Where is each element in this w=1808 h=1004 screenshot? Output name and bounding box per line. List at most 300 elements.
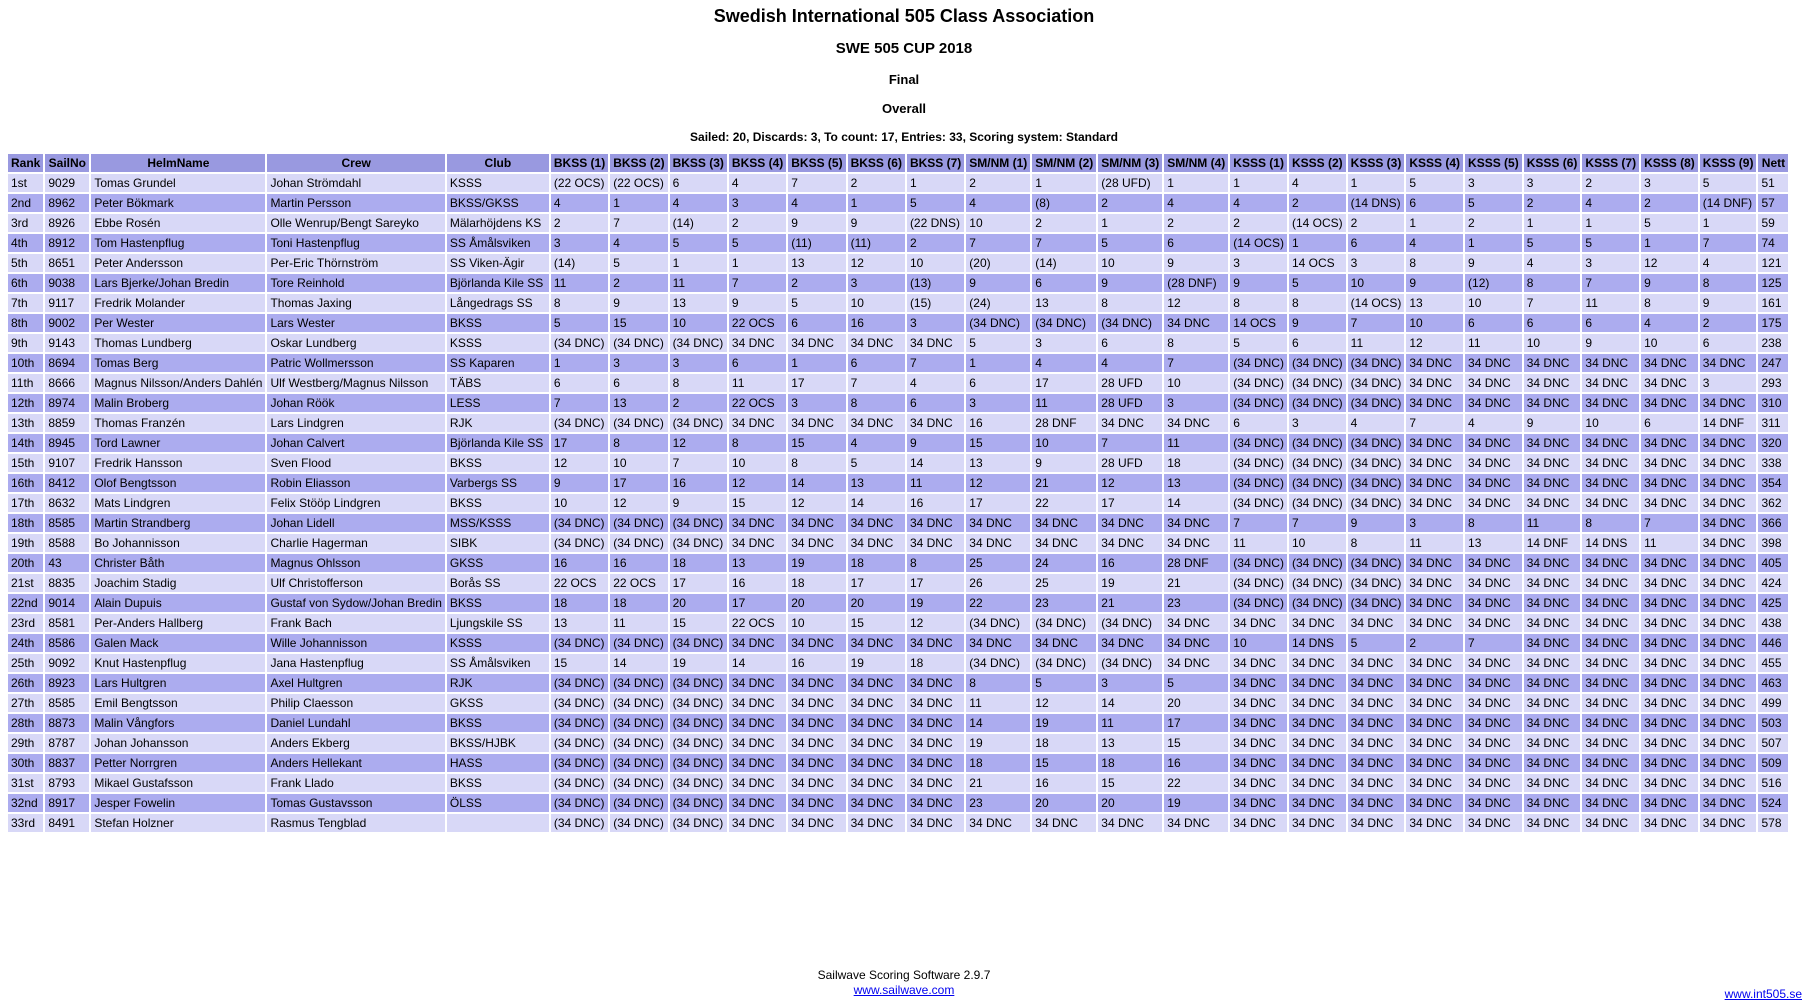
column-header: BKSS (7) xyxy=(907,154,964,172)
table-cell: 34 DNC xyxy=(1700,594,1757,612)
table-cell: 14 DNF xyxy=(1524,534,1581,552)
table-row xyxy=(8,394,1788,412)
table-cell: 11 xyxy=(1582,294,1639,312)
table-cell: 34 DNC xyxy=(1289,814,1346,832)
table-cell: 8962 xyxy=(45,194,89,212)
table-cell: 34 DNC xyxy=(1032,514,1096,532)
table-cell: 1 xyxy=(610,194,667,212)
table-cell: (34 DNC) xyxy=(1289,554,1346,572)
sailwave-link[interactable]: www.sailwave.com xyxy=(853,983,955,997)
table-cell: (22 DNS) xyxy=(907,214,964,232)
table-cell: 26 xyxy=(966,574,1030,592)
table-cell: 6 xyxy=(610,374,667,392)
table-cell: Anders Ekberg xyxy=(267,734,444,752)
table-row xyxy=(8,774,1788,792)
table-cell: Peter Andersson xyxy=(91,254,265,272)
table-cell: (34 DNC) xyxy=(1289,354,1346,372)
table-cell: (34 DNC) xyxy=(670,414,727,432)
table-cell: 34 DNC xyxy=(848,694,905,712)
table-cell: 34 DNC xyxy=(1582,694,1639,712)
table-cell: 34 DNC xyxy=(1641,374,1698,392)
table-cell: 34 DNC xyxy=(1406,554,1463,572)
table-cell: 23 xyxy=(1164,594,1228,612)
table-cell: 8585 xyxy=(45,694,89,712)
table-cell: 34 DNC xyxy=(1348,694,1405,712)
table-cell: Magnus Nilsson/Anders Dahlén xyxy=(91,374,265,392)
table-cell: 3 xyxy=(1582,254,1639,272)
table-cell: 8 xyxy=(551,294,608,312)
table-cell: 34 DNC xyxy=(848,414,905,432)
table-cell: 11 xyxy=(1348,334,1405,352)
table-cell: 17 xyxy=(907,574,964,592)
table-cell: 5 xyxy=(1465,194,1522,212)
table-cell: 34 DNC xyxy=(788,754,845,772)
table-cell: (14 OCS) xyxy=(1348,294,1405,312)
table-cell: Tom Hastenpflug xyxy=(91,234,265,252)
table-cell: 1 xyxy=(1230,174,1287,192)
table-cell: 14 xyxy=(907,454,964,472)
column-header: KSSS (5) xyxy=(1465,154,1522,172)
table-cell: Wille Johannisson xyxy=(267,634,444,652)
table-cell: SS Åmålsviken xyxy=(447,234,549,252)
table-cell: 34 DNC xyxy=(1289,614,1346,632)
table-cell: Axel Hultgren xyxy=(267,674,444,692)
table-cell: 19 xyxy=(1164,794,1228,812)
table-cell: Tomas Berg xyxy=(91,354,265,372)
table-cell: Per-Anders Hallberg xyxy=(91,614,265,632)
table-cell: 14 OCS xyxy=(1230,314,1287,332)
table-row xyxy=(8,674,1788,692)
table-cell: 18 xyxy=(848,554,905,572)
table-cell: (28 DNF) xyxy=(1164,274,1228,292)
table-cell: 34 DNC xyxy=(1641,734,1698,752)
table-cell: 28 DNF xyxy=(1032,414,1096,432)
table-cell: 6 xyxy=(1230,414,1287,432)
table-cell: Frank Bach xyxy=(267,614,444,632)
table-cell: 18 xyxy=(1032,734,1096,752)
table-cell: 9038 xyxy=(45,274,89,292)
table-cell: Mikael Gustafsson xyxy=(91,774,265,792)
table-cell: (34 DNC) xyxy=(670,694,727,712)
table-cell: 8 xyxy=(1700,274,1757,292)
table-cell: 2 xyxy=(788,274,845,292)
column-header: KSSS (2) xyxy=(1289,154,1346,172)
table-cell: 34 DNC xyxy=(1524,634,1581,652)
table-cell: 34 DNC xyxy=(1289,774,1346,792)
table-cell: 16 xyxy=(670,474,727,492)
table-cell: ÖLSS xyxy=(447,794,549,812)
table-cell: 1 xyxy=(1465,234,1522,252)
table-cell: 34 DNC xyxy=(1582,454,1639,472)
table-cell: 13th xyxy=(8,414,43,432)
table-cell: 1 xyxy=(1164,174,1228,192)
table-cell: 6 xyxy=(729,354,786,372)
table-cell: 34 DNC xyxy=(1465,494,1522,512)
table-cell: 4 xyxy=(729,174,786,192)
table-cell: 4 xyxy=(1700,254,1757,272)
table-cell: 34 DNC xyxy=(1582,594,1639,612)
table-cell: 7 xyxy=(1524,294,1581,312)
table-cell: 6 xyxy=(1098,334,1162,352)
table-cell: 8837 xyxy=(45,754,89,772)
table-cell: BKSS xyxy=(447,454,549,472)
table-cell: 18 xyxy=(551,594,608,612)
table-cell: 34 DNC xyxy=(1406,814,1463,832)
table-cell xyxy=(447,814,549,832)
table-cell: 34 DNC xyxy=(1230,614,1287,632)
table-cell: 7 xyxy=(1406,414,1463,432)
table-cell: Thomas Franzén xyxy=(91,414,265,432)
table-cell: 8 xyxy=(1348,534,1405,552)
table-cell: 8859 xyxy=(45,414,89,432)
table-cell: 34 DNC xyxy=(1230,654,1287,672)
table-cell: 34 DNC xyxy=(848,334,905,352)
table-cell: Patric Wollmersson xyxy=(267,354,444,372)
table-cell: (34 DNC) xyxy=(1289,474,1346,492)
table-cell: 4 xyxy=(610,234,667,252)
table-cell: 9 xyxy=(1465,254,1522,272)
table-cell: (34 DNC) xyxy=(551,634,608,652)
table-cell: 6 xyxy=(966,374,1030,392)
table-cell: 34 DNC xyxy=(1582,774,1639,792)
table-cell: 8 xyxy=(1641,294,1698,312)
table-cell: TÄBS xyxy=(447,374,549,392)
table-cell: 3 xyxy=(670,354,727,372)
table-cell: 17 xyxy=(551,434,608,452)
table-cell: 15 xyxy=(1164,734,1228,752)
table-cell: 6 xyxy=(1406,194,1463,212)
table-cell: Galen Mack xyxy=(91,634,265,652)
table-cell: 34 DNC xyxy=(1700,554,1757,572)
table-cell: Mälarhöjdens KS xyxy=(447,214,549,232)
table-cell: 13 xyxy=(848,474,905,492)
table-cell: 19 xyxy=(907,594,964,612)
table-cell: 6 xyxy=(907,394,964,412)
table-cell: 34 DNC xyxy=(1348,714,1405,732)
table-cell: 14 xyxy=(848,494,905,512)
table-cell: 34 DNC xyxy=(788,634,845,652)
table-cell: 7th xyxy=(8,294,43,312)
table-cell: 9 xyxy=(610,294,667,312)
table-cell: 2 xyxy=(1465,214,1522,232)
table-cell: 8586 xyxy=(45,634,89,652)
table-cell: 293 xyxy=(1758,374,1788,392)
table-cell: (34 DNC) xyxy=(1289,594,1346,612)
table-cell: 7 xyxy=(788,174,845,192)
table-cell: Emil Bengtsson xyxy=(91,694,265,712)
table-cell: Tomas Gustavsson xyxy=(267,794,444,812)
table-cell: 34 DNC xyxy=(966,534,1030,552)
table-cell: (34 DNC) xyxy=(1032,654,1096,672)
table-cell: 33rd xyxy=(8,814,43,832)
table-cell: 34 DNC xyxy=(1406,654,1463,672)
table-cell: (34 DNC) xyxy=(551,714,608,732)
table-cell: 338 xyxy=(1758,454,1788,472)
table-cell: 34 DNC xyxy=(1406,714,1463,732)
table-cell: Alain Dupuis xyxy=(91,594,265,612)
table-cell: 30th xyxy=(8,754,43,772)
table-cell: (34 DNC) xyxy=(1348,434,1405,452)
table-cell: 34 DNC xyxy=(1641,754,1698,772)
table-cell: 9 xyxy=(1406,274,1463,292)
table-cell: 34 DNC xyxy=(1582,574,1639,592)
table-cell: 5 xyxy=(907,194,964,212)
table-cell: 2nd xyxy=(8,194,43,212)
table-cell: 34 DNC xyxy=(907,634,964,652)
table-cell: 503 xyxy=(1758,714,1788,732)
table-cell: 4 xyxy=(1098,354,1162,372)
table-cell: 34 DNC xyxy=(1032,534,1096,552)
table-cell: 2 xyxy=(1230,214,1287,232)
table-cell: 34 DNC xyxy=(1098,814,1162,832)
table-cell: (34 DNC) xyxy=(1289,574,1346,592)
table-cell: 34 DNC xyxy=(1465,794,1522,812)
table-cell: 23 xyxy=(1032,594,1096,612)
table-cell: 13 xyxy=(610,394,667,412)
table-cell: 12 xyxy=(729,474,786,492)
table-cell: 10 xyxy=(1348,274,1405,292)
table-cell: 10 xyxy=(788,614,845,632)
table-cell: 5 xyxy=(610,254,667,272)
table-cell: Sven Flood xyxy=(267,454,444,472)
table-cell: 3 xyxy=(1098,674,1162,692)
table-cell: (34 DNC) xyxy=(1348,474,1405,492)
table-cell: (34 DNC) xyxy=(610,734,667,752)
table-cell: 13 xyxy=(1032,294,1096,312)
table-cell: Fredrik Molander xyxy=(91,294,265,312)
table-cell: 4 xyxy=(1641,314,1698,332)
table-cell: 7 xyxy=(1641,514,1698,532)
table-cell: (34 DNC) xyxy=(551,754,608,772)
table-cell: BKSS xyxy=(447,594,549,612)
table-cell: 34 DNC xyxy=(1465,474,1522,492)
table-cell: 11th xyxy=(8,374,43,392)
table-cell: 8581 xyxy=(45,614,89,632)
table-cell: 5 xyxy=(788,294,845,312)
table-cell: 27th xyxy=(8,694,43,712)
table-cell: 34 DNC xyxy=(1465,554,1522,572)
table-cell: 6th xyxy=(8,274,43,292)
table-cell: HASS xyxy=(447,754,549,772)
table-cell: (34 DNC) xyxy=(610,714,667,732)
table-cell: 21st xyxy=(8,574,43,592)
table-cell: 17 xyxy=(670,574,727,592)
table-cell: 5 xyxy=(1289,274,1346,292)
table-cell: (22 OCS) xyxy=(551,174,608,192)
table-cell: 23 xyxy=(966,794,1030,812)
table-cell: 34 DNC xyxy=(1524,394,1581,412)
table-cell: 18 xyxy=(1098,754,1162,772)
table-cell: 34 DNC xyxy=(1641,694,1698,712)
table-cell: 17 xyxy=(729,594,786,612)
table-cell: 23rd xyxy=(8,614,43,632)
table-cell: (34 DNC) xyxy=(1289,454,1346,472)
table-cell: 10 xyxy=(1098,254,1162,272)
table-cell: 16 xyxy=(848,314,905,332)
table-cell: Lars Wester xyxy=(267,314,444,332)
table-row xyxy=(8,594,1788,612)
table-row xyxy=(8,314,1788,332)
table-cell: 34 DNC xyxy=(788,814,845,832)
table-cell: 34 DNC xyxy=(1289,674,1346,692)
table-cell: (34 DNC) xyxy=(551,534,608,552)
table-cell: 3 xyxy=(1164,394,1228,412)
table-cell: 8787 xyxy=(45,734,89,752)
table-cell: 34 DNC xyxy=(1465,774,1522,792)
table-cell: (12) xyxy=(1465,274,1522,292)
table-cell: Björlanda Kile SS xyxy=(447,274,549,292)
table-cell: 3 xyxy=(1700,374,1757,392)
table-cell: 28 UFD xyxy=(1098,374,1162,392)
table-cell: 34 DNC xyxy=(966,814,1030,832)
table-cell: Anders Hellekant xyxy=(267,754,444,772)
table-cell: 14 xyxy=(966,714,1030,732)
table-cell: (34 DNC) xyxy=(1348,394,1405,412)
table-cell: 10 xyxy=(1582,414,1639,432)
table-cell: 8 xyxy=(1164,334,1228,352)
table-cell: 34 DNC xyxy=(1582,734,1639,752)
table-cell: 34 DNC xyxy=(1524,374,1581,392)
table-cell: 34 DNC xyxy=(788,794,845,812)
table-cell: 34 DNC xyxy=(1289,754,1346,772)
table-cell: Johan Calvert xyxy=(267,434,444,452)
table-cell: 2 xyxy=(610,274,667,292)
table-cell: 34 DNC xyxy=(1700,714,1757,732)
table-cell: 20 xyxy=(670,594,727,612)
table-cell: (34 DNC) xyxy=(670,534,727,552)
table-cell: 34 DNC xyxy=(729,674,786,692)
table-cell: (34 DNC) xyxy=(1230,434,1287,452)
table-cell: 34 DNC xyxy=(788,774,845,792)
table-cell: 22 xyxy=(966,594,1030,612)
table-cell: (34 DNC) xyxy=(551,774,608,792)
table-cell: 20th xyxy=(8,554,43,572)
table-cell: 11 xyxy=(1406,534,1463,552)
table-cell: 34 DNC xyxy=(788,714,845,732)
table-cell: Tomas Grundel xyxy=(91,174,265,192)
table-cell: 12 xyxy=(1032,694,1096,712)
table-cell: 9 xyxy=(551,474,608,492)
table-cell: 366 xyxy=(1758,514,1788,532)
table-cell: 6 xyxy=(1582,314,1639,332)
table-cell: 34 DNC xyxy=(1582,554,1639,572)
table-cell: 507 xyxy=(1758,734,1788,752)
table-cell: 1 xyxy=(848,194,905,212)
table-cell: 18 xyxy=(670,554,727,572)
table-cell: 13 xyxy=(670,294,727,312)
table-cell: 10 xyxy=(1164,374,1228,392)
table-cell: 311 xyxy=(1758,414,1788,432)
table-cell: 3 xyxy=(1641,174,1698,192)
section-title: Overall xyxy=(881,101,927,116)
table-cell: 34 DNC xyxy=(1465,734,1522,752)
table-cell: 8 xyxy=(788,454,845,472)
table-cell: 15 xyxy=(1032,754,1096,772)
table-row xyxy=(8,754,1788,772)
column-header: KSSS (7) xyxy=(1582,154,1639,172)
table-cell: 22 OCS xyxy=(610,574,667,592)
table-cell: 34 DNC xyxy=(1582,434,1639,452)
table-cell: 34 DNC xyxy=(1582,494,1639,512)
table-cell: 34 DNC xyxy=(1348,654,1405,672)
table-cell: 3 xyxy=(966,394,1030,412)
table-cell: 7 xyxy=(670,454,727,472)
table-cell: 1 xyxy=(1348,174,1405,192)
int505-link[interactable]: www.int505.se xyxy=(1724,987,1802,1001)
table-cell: 34 DNC xyxy=(1465,434,1522,452)
table-cell: RJK xyxy=(447,674,549,692)
table-cell: BKSS/GKSS xyxy=(447,194,549,212)
table-cell: 6 xyxy=(1164,234,1228,252)
table-cell: 34 DNC xyxy=(729,334,786,352)
table-cell: Felix Stööp Lindgren xyxy=(267,494,444,512)
table-cell: (34 DNC) xyxy=(670,754,727,772)
table-cell: 34 DNC xyxy=(788,334,845,352)
table-cell: Fredrik Hansson xyxy=(91,454,265,472)
table-cell: 5 xyxy=(1230,334,1287,352)
table-cell: 2 xyxy=(907,234,964,252)
table-cell: Martin Strandberg xyxy=(91,514,265,532)
table-cell: 8 xyxy=(1289,294,1346,312)
table-cell: 31st xyxy=(8,774,43,792)
table-cell: Johan Johansson xyxy=(91,734,265,752)
table-cell: (34 DNC) xyxy=(966,314,1030,332)
table-cell: 34 DNC xyxy=(1465,614,1522,632)
table-cell: (24) xyxy=(966,294,1030,312)
table-cell: (34 DNC) xyxy=(966,614,1030,632)
table-cell: (34 DNC) xyxy=(670,334,727,352)
table-cell: 34 DNC xyxy=(1032,814,1096,832)
table-cell: 2 xyxy=(551,214,608,232)
table-cell: 20 xyxy=(1032,794,1096,812)
table-cell: 34 DNC xyxy=(1524,474,1581,492)
table-cell: 14 xyxy=(1098,694,1162,712)
table-cell: 5 xyxy=(1348,634,1405,652)
table-cell: KSSS xyxy=(447,174,549,192)
table-cell: 1 xyxy=(907,174,964,192)
table-cell: 34 DNC xyxy=(1700,494,1757,512)
table-cell: 34 DNC xyxy=(1641,474,1698,492)
table-cell: (34 DNC) xyxy=(670,714,727,732)
table-cell: (11) xyxy=(848,234,905,252)
table-cell: Per-Eric Thörnström xyxy=(267,254,444,272)
column-header: KSSS (6) xyxy=(1524,154,1581,172)
table-cell: 125 xyxy=(1758,274,1788,292)
table-cell: Långedrags SS xyxy=(447,294,549,312)
table-cell: 578 xyxy=(1758,814,1788,832)
table-cell: 34 DNC xyxy=(1582,374,1639,392)
table-cell: 3 xyxy=(551,234,608,252)
table-cell: 5th xyxy=(8,254,43,272)
table-cell: 12 xyxy=(551,454,608,472)
table-cell: Malin Vångfors xyxy=(91,714,265,732)
table-cell: 15 xyxy=(610,314,667,332)
table-cell: 34 DNC xyxy=(729,714,786,732)
table-cell: (34 DNC) xyxy=(1230,374,1287,392)
table-cell: 10 xyxy=(966,214,1030,232)
table-cell: 14 xyxy=(729,654,786,672)
table-cell: 20 xyxy=(1098,794,1162,812)
table-cell: 34 DNC xyxy=(1582,794,1639,812)
table-cell: 8793 xyxy=(45,774,89,792)
table-cell: (34 DNC) xyxy=(1230,494,1287,512)
table-cell: (34 DNC) xyxy=(670,634,727,652)
table-cell: SS Viken-Ägir xyxy=(447,254,549,272)
table-cell: (34 DNC) xyxy=(610,674,667,692)
table-row xyxy=(8,794,1788,812)
table-cell: 34 DNC xyxy=(1465,454,1522,472)
table-cell: 34 DNC xyxy=(1641,554,1698,572)
